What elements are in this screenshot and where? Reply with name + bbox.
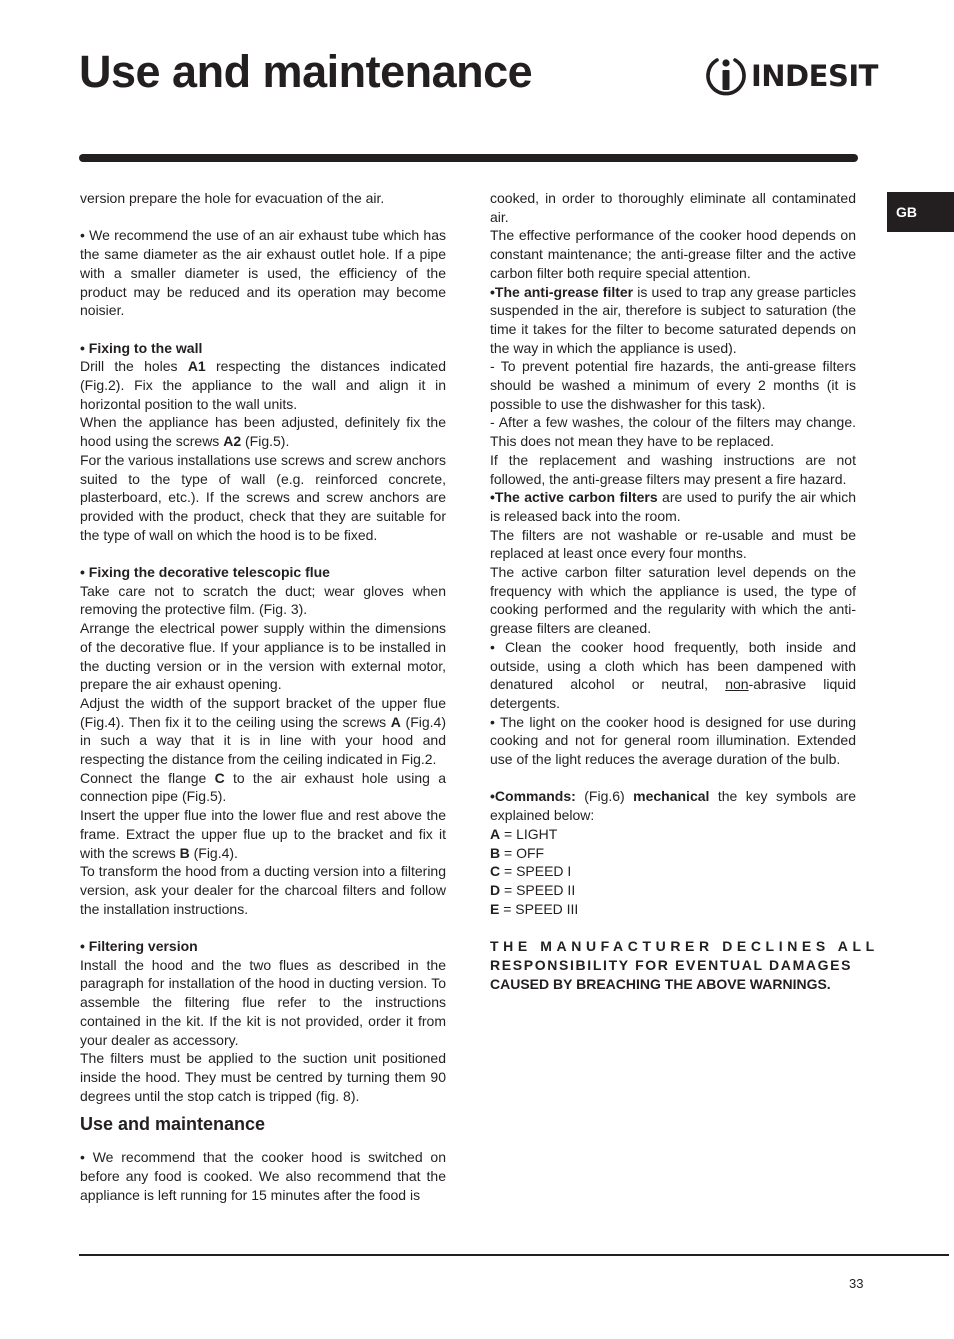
paragraph: • The light on the cooker hood is designed for use during cooking and not for general room illumination. Extended use of the light reduces the average duration of the bulb. [490, 713, 856, 768]
language-tab: GB [887, 192, 954, 232]
key-legend-item: B = OFF [490, 844, 545, 861]
key-legend-item: E = SPEED III [490, 900, 579, 917]
warning-line: CAUSED BY BREACHING THE ABOVE WARNINGS. [490, 975, 831, 992]
key-legend-item: D = SPEED II [490, 882, 576, 898]
paragraph: Adjust the width of the support bracket of the upper flue (Fig.4). Then fix it to the ceiling using the screws A (Fig.4) in such a way that it is in line with your hood and respecting the distance from the ceiling indicated in Fig.2. [80, 694, 446, 768]
paragraph: The effective performance of the cooker hood depends on constant maintenance; the anti-grease filter and the active carbon filter both require special attention. [490, 227, 856, 281]
indesit-i-logo-icon [704, 54, 748, 98]
right-column [490, 189, 879, 993]
subheading-filtering-version: • Filtering version [80, 938, 198, 955]
paragraph: Arrange the electrical power supply within the dimensions of the decorative flue. If your appliance is to be installed in the ducting version or in the version with external motor, prepare the air exhaust opening. [80, 620, 446, 693]
paragraph: Drill the holes A1 respecting the distances indicated (Fig.2). Fix the appliance to the wall and align it in horizontal position to the wall units. [80, 358, 446, 412]
brand-name: INDESIT [751, 59, 878, 93]
key-legend-item: A = LIGHT [490, 825, 558, 842]
header-rule [79, 154, 858, 162]
paragraph: If the replacement and washing instructions are not followed, the anti-grease filters may present a fire hazard. [490, 451, 856, 487]
left-column [80, 189, 446, 1205]
paragraph: •The active carbon filters are used to purify the air which is released back into the room. [490, 489, 856, 524]
paragraph: - To prevent potential fire hazards, the anti-grease filters should be washed a minimum of every 2 months (it is possible to use the dishwasher for this task). [490, 358, 856, 412]
warning-line: RESPONSIBILITY FOR EVENTUAL DAMAGES [490, 956, 853, 973]
paragraph: Connect the flange C to the air exhaust hole using a connection pipe (Fig.5). [80, 769, 447, 805]
commands-paragraph: •Commands: (Fig.6) mechanical the key symbols are explained below: [490, 788, 856, 824]
key-legend-item: C = SPEED I [490, 863, 572, 880]
page-title: Use and maintenance [79, 46, 533, 97]
paragraph: For the various installations use screws and screw anchors suited to the type of wall (e.g. reinforced concrete, plasterboard, etc.). If the screws and screw anchors are provided with the product, check that they are suitable for the type of wall on which the hood is to be fixed. [80, 451, 446, 543]
brand-logo [704, 54, 878, 98]
section-heading-use-maintenance: Use and maintenance [80, 1114, 266, 1135]
paragraph: Insert the upper flue into the lower flue and rest above the frame. Extract the upper flue up to the bracket and fix it with the screws B (Fig.4). [80, 807, 446, 861]
page-number: 33 [849, 1276, 864, 1291]
paragraph: Take care not to scratch the duct; wear gloves when removing the protective film. (Fig. 3). [80, 582, 446, 618]
paragraph: • We recommend that the cooker hood is switched on before any food is cooked. We also recommend that the appliance is left running for 15 minutes after the food is [80, 1149, 446, 1203]
footer-rule [79, 1254, 949, 1256]
subheading-telescopic-flue: • Fixing the decorative telescopic flue [80, 564, 330, 581]
subheading-fixing-wall: • Fixing to the wall [80, 339, 203, 356]
paragraph: version prepare the hole for evacuation of the air. [80, 190, 385, 206]
paragraph: - After a few washes, the colour of the filters may change. This does not mean they have to be replaced. [490, 414, 856, 450]
warning-line: THE MANUFACTURER DECLINES ALL [490, 938, 879, 955]
paragraph: To transform the hood from a ducting version into a filtering version, ask your dealer for the charcoal filters and follow the installation instructions. [80, 863, 446, 917]
paragraph: cooked, in order to thoroughly eliminate all contaminated air. [490, 190, 856, 225]
paragraph: When the appliance has been adjusted, definitely fix the hood using the screws A2 (Fig.5). [80, 414, 446, 450]
paragraph: The filters are not washable or re-usable and must be replaced at least once every four months. [490, 526, 856, 562]
paragraph: • We recommend the use of an air exhaust tube which has the same diameter as the air exhaust outlet hole. If a pipe with a smaller diameter is used, the efficiency of the product may be reduced and its operation may become noisier. [80, 227, 446, 319]
paragraph: Install the hood and the two flues as described in the paragraph for installation of the hood in ducting version. To assemble the filtering flue refer to the instructions contained in the kit. If the kit is not provided, order it from your dealer as accessory. [80, 956, 446, 1048]
paragraph: The filters must be applied to the suction unit positioned inside the hood. They must be centred by turning them 90 degrees until the stop catch is tripped (fig. 8). [80, 1050, 446, 1104]
paragraph: The active carbon filter saturation level depends on the frequency with which the appliance is used, the type of cooking performed and the regularity with which the anti-grease filters are cleaned. [490, 564, 856, 637]
paragraph: • Clean the cooker hood frequently, both inside and outside, using a cloth which has been dampened with denatured alcohol or neutral, non-abrasive liquid detergents. [490, 638, 856, 711]
paragraph: •The anti-grease filter is used to trap any grease particles suspended in the air, therefore is subject to saturation (the time it takes for the filter to become saturated depends on the way in which the appliance is used). [490, 283, 856, 356]
